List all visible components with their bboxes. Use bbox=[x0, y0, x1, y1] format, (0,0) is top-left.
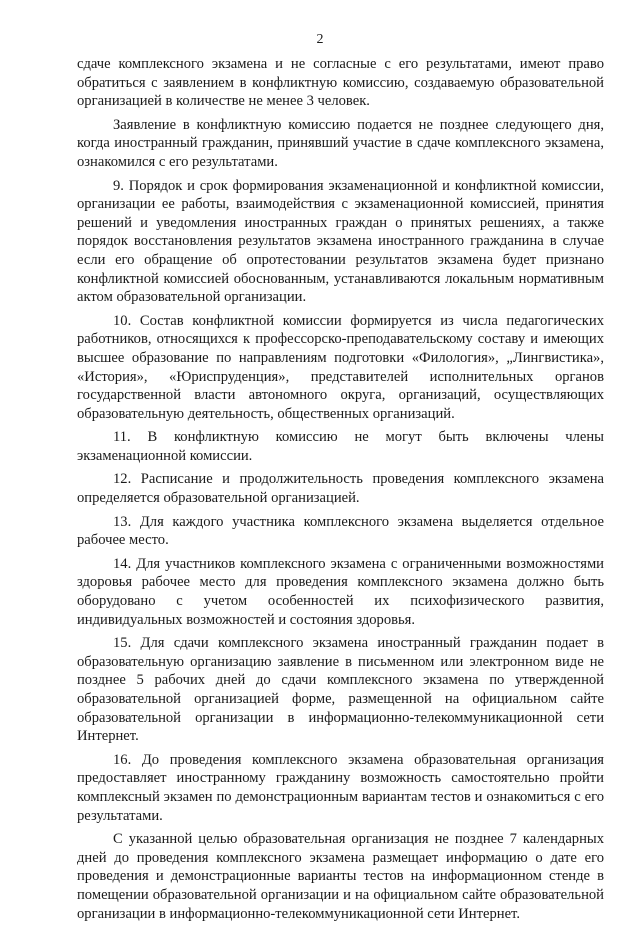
paragraph-application-deadline: Заявление в конфликтную комиссию подается не позднее следующего дня, когда иностранный гражданин, принявший участие в сдаче комплексного экзамена, ознакомился с его результатами. bbox=[77, 116, 604, 170]
paragraph-item-13: 13. Для каждого участника комплексного экзамена выделяется отдельное рабочее место. bbox=[77, 513, 604, 549]
document-body bbox=[77, 55, 604, 928]
paragraph-item-10: 10. Состав конфликтной комиссии формируется из числа педагогических работников, относящихся к профессорско-преподавательскому составу и имеющих высшее образование по направлениям подготовки «Филология», „Лингвистика», «История», «Юриспруденция», представителей исполнительных органов государственной власти автономного округа, организаций, осуществляющих образовательную деятельность, общественных организаций. bbox=[77, 312, 604, 422]
paragraph-item-16: 16. До проведения комплексного экзамена образовательная организация предоставляет иностранному гражданину возможность самостоятельно пройти комплексный экзамен по демонстрационным вариантам тестов и ознакомиться с его результатами. bbox=[77, 751, 604, 824]
page-number: 2 bbox=[316, 32, 324, 47]
paragraph-conflict-commission-right: сдаче комплексного экзамена и не согласные с его результатами, имеют право обратиться с заявлением в конфликтную комиссию, создаваемую образовательной организацией в количестве не менее 3 человек. bbox=[77, 56, 604, 110]
paragraph-item-11: 11. В конфликтную комиссию не могут быть включены члены экзаменационной комиссии. bbox=[77, 429, 604, 464]
paragraph-item-14: 14. Для участников комплексного экзамена с ограниченными возможностями здоровья рабочее место для проведения комплексного экзамена должно быть оборудовано с учетом особенностей их психофизического развития, индивидуальных возможностей и состояния здоровья. bbox=[77, 555, 604, 628]
paragraph-item-16-continuation: С указанной целью образовательная организация не позднее 7 календарных дней до проведения комплексного экзамена размещает информацию о дате его проведения и демонстрационные варианты тестов на информационном стенде в помещении образовательной организации и на официальном сайте образовательной организации в информационно-телекоммуникационной сети Интернет. bbox=[77, 831, 604, 922]
paragraph-item-9: 9. Порядок и срок формирования экзаменационной и конфликтной комиссии, организации ее работы, взаимодействия с экзаменационной комиссией, принятия решений и уведомления иностранных граждан о принятых решениях, а также порядок восстановления результатов экзамена иностранного гражданина в случае если его обращение об опротестовании результатов экзамена будет признано конфликтной комиссией обоснованным, устанавливаются локальным нормативным актом образовательной организации. bbox=[77, 177, 604, 306]
paragraph-item-15: 15. Для сдачи комплексного экзамена иностранный гражданин подает в образовательную организацию заявление в письменном или электронном виде не позднее 5 рабочих дней до сдачи комплексного экзамена по утвержденной образовательной организацией форме, размещенной на официальном сайте образовательной организации в информационно-телекоммуникационной сети Интернет. bbox=[77, 635, 604, 745]
paragraph-item-12: 12. Расписание и продолжительность проведения комплексного экзамена определяется образовательной организацией. bbox=[77, 471, 604, 507]
